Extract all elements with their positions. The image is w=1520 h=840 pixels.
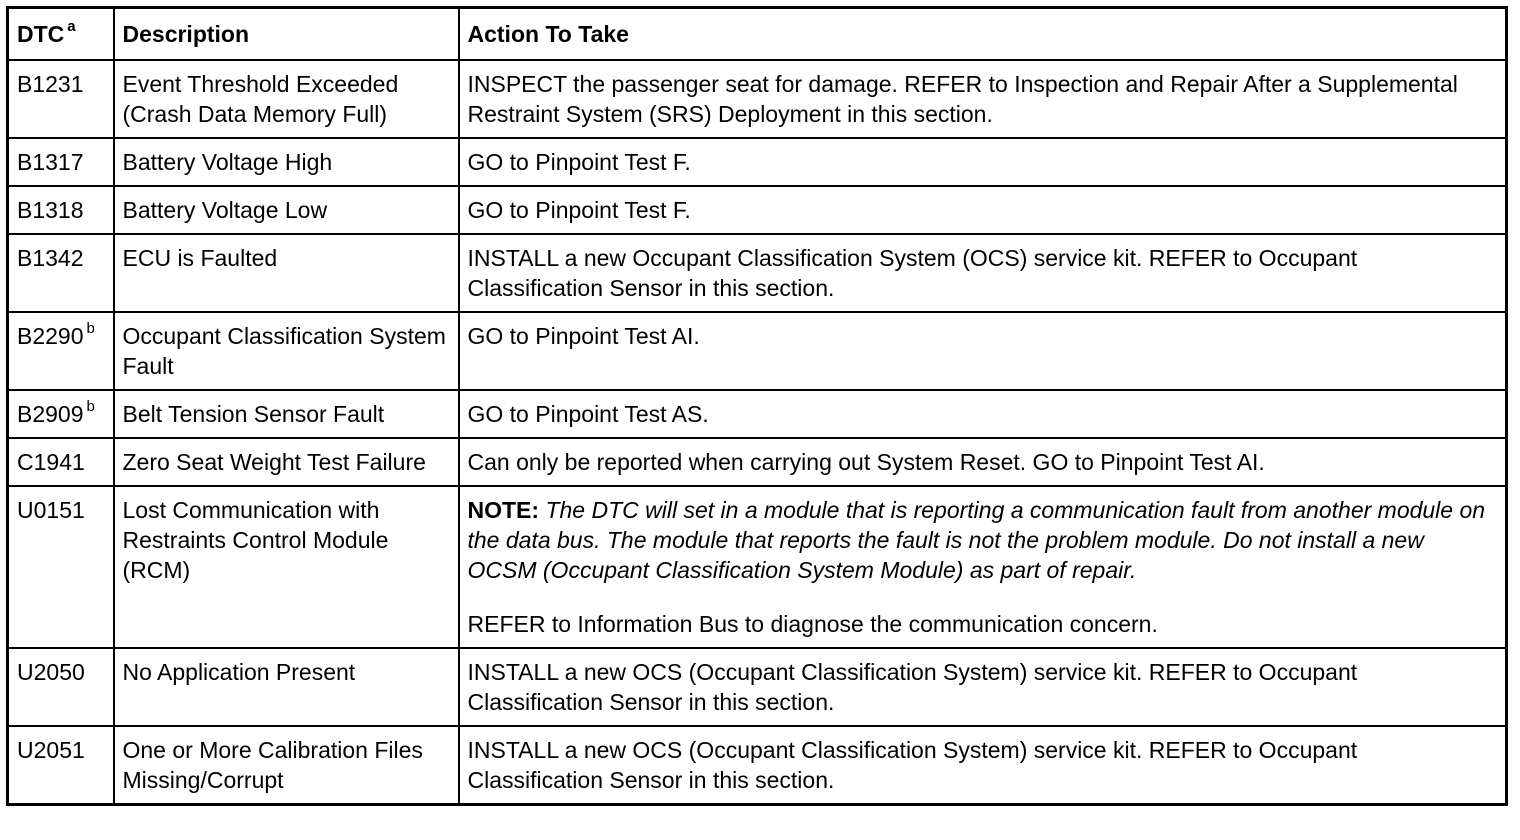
header-description: Description xyxy=(114,8,459,61)
action-cell: INSTALL a new OCS (Occupant Classification System) service kit. REFER to Occupant Classification Sensor in this section. xyxy=(459,726,1507,805)
table-row xyxy=(8,648,1507,726)
table-row xyxy=(8,486,1507,648)
description-cell: Event Threshold Exceeded (Crash Data Memory Full) xyxy=(114,60,459,138)
dtc-code: B1318 xyxy=(17,197,84,223)
action-text: REFER to Information Bus to diagnose the communication concern. xyxy=(467,611,1158,637)
table-row xyxy=(8,438,1507,486)
dtc-code: U2050 xyxy=(17,659,85,685)
description-cell: Battery Voltage Low xyxy=(114,186,459,234)
action-cell: GO to Pinpoint Test AS. xyxy=(459,390,1507,438)
table-row xyxy=(8,60,1507,138)
table-header-row xyxy=(8,8,1507,61)
table-row xyxy=(8,726,1507,805)
header-dtc-footnote: a xyxy=(67,18,76,36)
dtc-code: B2290 xyxy=(17,323,84,349)
dtc-footnote: b xyxy=(86,320,95,338)
action-cell: INSPECT the passenger seat for damage. REFER to Inspection and Repair After a Supplemental Restraint System (SRS) Deployment in this section. xyxy=(459,60,1507,138)
action-cell: INSTALL a new OCS (Occupant Classification System) service kit. REFER to Occupant Classification Sensor in this section. xyxy=(459,648,1507,726)
description-cell: Zero Seat Weight Test Failure xyxy=(114,438,459,486)
dtc-code: U0151 xyxy=(17,497,85,523)
description-cell: ECU is Faulted xyxy=(114,234,459,312)
dtc-code: B1231 xyxy=(17,71,84,97)
note-label: NOTE: xyxy=(467,497,540,523)
dtc-cell xyxy=(8,186,114,234)
action-cell: GO to Pinpoint Test F. xyxy=(459,186,1507,234)
dtc-footnote: b xyxy=(86,398,95,416)
dtc-code: B1317 xyxy=(17,149,84,175)
dtc-cell xyxy=(8,60,114,138)
dtc-cell xyxy=(8,486,114,648)
action-cell: Can only be reported when carrying out System Reset. GO to Pinpoint Test AI. xyxy=(459,438,1507,486)
dtc-code: U2051 xyxy=(17,737,85,763)
action-cell: GO to Pinpoint Test F. xyxy=(459,138,1507,186)
note-text: The DTC will set in a module that is reporting a communication fault from another module on the data bus. The module that reports the fault is not the problem module. Do not install a new OCSM (Occupant Classification System Module) as part of repair. xyxy=(467,497,1486,583)
description-cell: Belt Tension Sensor Fault xyxy=(114,390,459,438)
description-cell: One or More Calibration Files Missing/Corrupt xyxy=(114,726,459,805)
dtc-cell xyxy=(8,726,114,805)
dtc-code: C1941 xyxy=(17,449,85,475)
dtc-cell xyxy=(8,390,114,438)
paragraph-spacer xyxy=(468,585,1498,609)
dtc-cell xyxy=(8,312,114,390)
dtc-code: B1342 xyxy=(17,245,84,271)
table-row xyxy=(8,390,1507,438)
description-cell: Lost Communication with Restraints Control Module (RCM) xyxy=(114,486,459,648)
header-dtc xyxy=(8,8,114,61)
header-dtc-label: DTC xyxy=(17,21,65,47)
note-paragraph xyxy=(468,495,1498,585)
action-cell: INSTALL a new Occupant Classification System (OCS) service kit. REFER to Occupant Classification Sensor in this section. xyxy=(459,234,1507,312)
action-cell xyxy=(459,486,1507,648)
description-cell: Battery Voltage High xyxy=(114,138,459,186)
dtc-cell xyxy=(8,648,114,726)
table-row xyxy=(8,138,1507,186)
header-action: Action To Take xyxy=(459,8,1507,61)
dtc-table xyxy=(6,6,1508,806)
description-cell: No Application Present xyxy=(114,648,459,726)
action-cell: GO to Pinpoint Test AI. xyxy=(459,312,1507,390)
table-row xyxy=(8,312,1507,390)
dtc-cell xyxy=(8,234,114,312)
dtc-cell xyxy=(8,438,114,486)
dtc-cell xyxy=(8,138,114,186)
table-row xyxy=(8,186,1507,234)
table-row xyxy=(8,234,1507,312)
description-cell: Occupant Classification System Fault xyxy=(114,312,459,390)
dtc-code: B2909 xyxy=(17,401,84,427)
